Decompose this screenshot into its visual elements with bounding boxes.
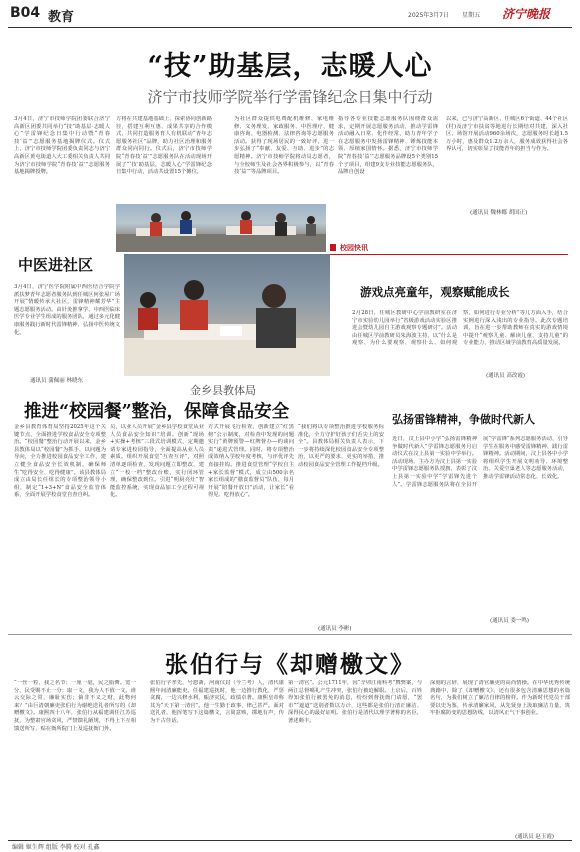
volunteer-scene-illustration [116,204,326,252]
health-check-illustration [124,254,330,376]
community-photo [124,254,330,376]
campus-news-label-text: 校园快讯 [340,244,368,252]
community-body: 3月4日，济宁医学院附属中西医结合学院学派扶梦青年志愿者服务队到任城区何张屋广场开展“情暖传承大社区，雷锋精神耀芳华”主题志愿服务活动。由针灸推拿学、中西医临床医学专业学生组成的服务团队，通过多元化健康服务践行新时代雷锋精神，弘扬中医传统文化。 [14,284,120,336]
footer-credits: 编辑 姬生辉 组版 李腾 校对 孔鑫 [12,844,100,851]
lead-byline: (通讯员 魏林娜 胡国正) [470,210,528,216]
lead-subtitle: 济宁市技师学院举行学雷锋纪念日集中行动 [147,88,433,106]
food-col-1: 金乡县教育体育局坚持2025年这个关键节点，全面推进学校食品安全专项整治。“校园餐”整治行动开展以来，金乡县教体局以“校园餐”为抓手，以问题为导向，全力推进校园食品安全工作，建立健全食品安全长效机制，确保师生“吃得安全、吃得健康”。该县教体局成立由局长任组长的专项整治领导小组，制定“1+3+N”食品安全监管体系，全面开展学校食堂自查自纠。 [14,424,106,499]
page-header [10,5,570,27]
header-rule [8,27,572,28]
feature-col-4: 深刻的言辞，展现了清官廉吏的高尚情操。在中华优秀传统典籍中，除了《却赠檄文》，还有很多包含清廉思想的名篇名句，为我们树立了廉洁自律的榜样。作为新时代党员干部要以史为鉴，传承清廉家风，从先贤身上汲取廉洁力量，筑牢拒腐防变的思想防线，以清风正气干事创业。 [430,680,570,717]
news-flag-icon [330,244,336,251]
footer-rule [8,840,572,841]
community-title: 中医进社区 [18,256,94,274]
lead-col-1: 3月4日，济宁市技师学院团委联合济宁高新区团委共同举行“技”助基层·志暖人心”学雷锋纪念日集中行动暨“青春技‘益’”志愿服务基地揭牌仪式。仪式上，济宁市技师学院团委负责同志与济宁高新区黄屯街道人大工委相关负责人共同为济宁市技师学院“青春技‘益’”志愿服务基地揭牌授牌。 [14,116,110,176]
lead-title: “技”助基层，志暖人心 [147,51,433,82]
section-number: B04 [10,5,41,21]
lead-photo [116,204,326,252]
food-kicker: 金乡县教体局 [190,384,256,397]
campus-news-title-2: 弘扬雷锋精神，争做时代新人 [392,413,535,426]
campus-news-rule [330,254,568,255]
food-byline: (通讯员 李彬) [318,626,352,632]
lead-col-5: 以来，已与济宁高新区、任城区6个街道、44个社区(村)及济宁市扶贫等地进行长期结对共建，深入社区、场馆开展活动960余场次，志愿服务时长超1.5万小时，惠及群众1.2万余人，服务成效获得社会各界认可，切实彰显了技能青年的担当与作为。 [446,116,568,153]
campus-news-byline-2: (通讯员 娄一鸣) [490,618,530,624]
food-col-4: “我们将以专项整治推进学校服务标准化，全力守护好孩子们舌尖上的安全”。县教体局相关负责人表示，下一步将持续深化校园食品安全专项整治，以更严的要求、更实的举措，推动校园食品安全管理工作提档升级。 [298,424,384,468]
lead-col-3: 为社区群众提供电费配机维修、家电维修、义务理发、家政服务、中医理疗、健康咨询、电器检测、法律咨询等志愿服务活动。获得了现场居民的一致好评，进一步弘扬了“奉献、友爱、互助、进步”的志愿精神。济宁市技师学院将动员志愿者，与全校师生及社会各界积极参与，以“青春技‘益’”等品牌项目。 [234,116,334,176]
feature-title: 张伯行与《却赠檄文》 [165,651,415,678]
food-col-3: 方式开展飞行检查，创新建立“红黑榜”公示制度，对检查中发现的问题实行“黄牌预警—红牌督办—约谈问责”递进式管理。同时，将专项整治成效纳入学校年度考核，与评优评先直接挂钩。推进食堂管理“学校自主+家长监督”模式，成立由500余名家长组成的“膳食监督员”队伍，每月开展“陪餐开放日”活动，让家长“看得见、吃得放心”。 [208,424,294,499]
community-byline: 通讯员 蒲佩丽 林晓东 [30,378,83,384]
campus-news-title-1: 游戏点亮童年，观察赋能成长 [360,285,510,299]
food-col-2: 员，以业人员开展“金乡县学校食堂从业人员食品安全知识”培训。创新“现场+实操+考核”三段式培训模式，定期邀请专家进校园指导，全面提高从业人员素质。组织开展食堂“互查互评”，对照清单逐项检查，发现问题立即整改，建立“一校一档”整改台账，实行闭环管理，确保整改到位。引进“明厨亮灶”智能监控系统，实现食品加工全过程可视化。 [110,424,204,499]
feature-col-3: 第一清官”。公元1711年，因“辛卯江南科考”舞弊案，与两江总督噶礼产生冲突，张伯行被迫解职。上京后，百姓得知张伯行被罢免的消息，纷纷到督抚衙门请愿，“罢市”“遮道”送别者数以万计，这些都是张伯行清正廉洁、深得民心的最好证明。张伯行是清代以理学著称的名臣，著述颇丰。 [288,680,422,724]
campus-news-byline-1: (通讯员 高改霞) [486,373,526,379]
issue-weekday: 星期五 [462,12,481,19]
issue-date: 2025年3月7日 [408,12,449,19]
section-name: 教育 [48,10,75,25]
lead-col-4: 指导各专业技能志愿服务队围绕群众需求，定期开展志愿服务活动，推动学雷锋活动融入日常、化作经常，助力青年学子在志愿服务中发扬雷锋精神、锤炼技能本领、厚植家国情怀。据悉，济宁市技师学院“青春技‘益’”志愿服务品牌设5个类别15个子项目，组建9支专业技能志愿服务队，品牌自创设 [338,116,438,176]
feature-byline: (通讯员 赵玉霞) [515,834,555,840]
feature-col-2: 张伯行字孝先，号恕斋，河南仪封（今兰考）人，清代康熙年间清廉能吏。任福建巡抚时，他一边推行教化，严惩贪腐，一边兴修水利，赈济灾民，政绩卓著。康熙皇帝称其为“天下第一清官”。他一生勤于政事，律己甚严。面对送礼者，他挥笔写下这篇檄文，言简意赅，掷地有声，传为千古佳话。 [150,680,284,724]
feature-col-1: “一丝一粒，我之名节；一厘一毫，民之脂膏。宽一分，民受赐不止一分；取一文，我为人不值一文。谁云交际之常，廉耻实伤；倘非不义之财，此物何来？”由巨清朝廉吏张伯行为谢绝送礼者所写的《却赠檄文》。康熙四十八年，张伯行从福建调任江苏巡抚，为整肃官场贪风，严禁馈礼陋规，不得上下互相馈送所写，贴在衙所院门上及巡抚衙门外。 [14,680,136,732]
food-title: 推进“校园餐”整治，保障食品安全 [24,402,290,422]
campus-news-body-2: 近日，汶上县中小学“弘扬雷锋精神 争做时代新人”学雷锋志愿服务月启动仪式在汶上县第一实验中学举行。活动现场，主办方为汶上县第一实验中学雷锋志愿服务队授旗，表彰了汶上县第一实验中学“学雷锋先进个人”。学雷锋志愿服务队将在全县开展“学雷锋”系列志愿服务活动，引导学生在服务中感受雷锋精神、践行雷锋精神。活动期间，汶上县各中小学将组织学生开展文明劝导、环境整治、关爱空巢老人等志愿服务活动，推动学雷锋活动常态化、长效化。 [392,436,568,488]
section-divider [8,634,572,635]
masthead-logo: 济宁晚报 [502,7,551,21]
campus-news-body-1: 2月28日，任城区教研中心学前教研室在济宁市实验幼儿园举行“省级游戏活动实验区推进会暨幼儿园自主游戏观察专题研讨”。活动由任城区学前教研员朱海波主持，以“什么是观察、为什么要观察、观察什么、如何观察，如何进行专业分析”等几方面入手，结合实例进行深入浅出的专业指导。此次专题培训，旨在进一步帮助教师在真实的游戏情境中提升“观察儿童、解读儿童、支持儿童”的专业能力，推动区域学前教育高质量发展。 [352,310,568,347]
lead-col-2: 方将在共建基地基础上，探索协同创新路径，搭建互利互惠、成果共享的合作模式，共同打造服务育人有机联动“青年志愿服务社区”品牌，助力社区治理和服务群众同向同行。仪式后，济宁市技师学院“青春技‘益’”志愿服务队在活动现场开展了“‘技’助基层，志暖人心”学雷锋纪念日集中行动，活动共设置15个摊位， [116,116,212,176]
